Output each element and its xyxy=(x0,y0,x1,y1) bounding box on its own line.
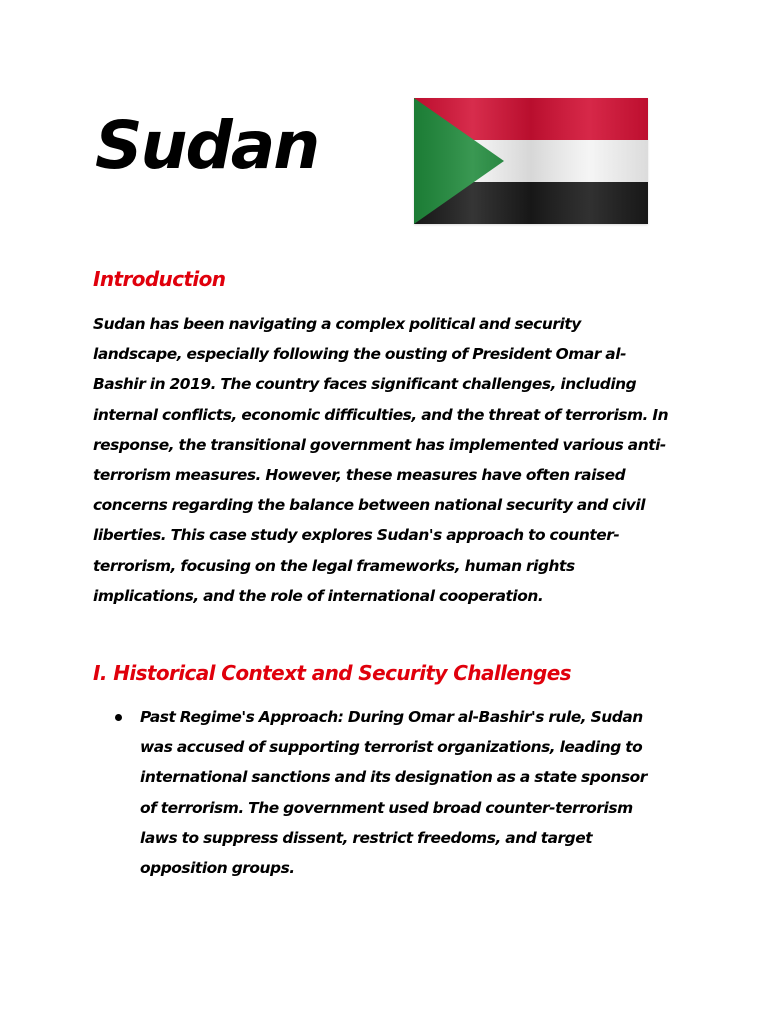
bullet-icon xyxy=(115,714,122,721)
bullet-body-text: During Omar al-Bashir's rule, Sudan was accused of supporting terrorist organizations, leading to international sanctions and its designation as a state sponsor of terrorism. The government used broad counter-terrorism laws to suppress dissent, restrict freedoms, and target opposition groups. xyxy=(140,708,647,878)
document-title: Sudan xyxy=(95,107,319,184)
historical-context-list xyxy=(115,702,660,883)
sudan-flag-image xyxy=(414,98,648,224)
list-item xyxy=(115,702,660,883)
section-heading-historical-context: I. Historical Context and Security Challenges xyxy=(93,661,571,685)
section-heading-introduction: Introduction xyxy=(93,267,226,291)
bullet-lead-text: Past Regime's Approach: xyxy=(140,708,344,726)
introduction-paragraph: Sudan has been navigating a complex political and security landscape, especially following the ousting of President Omar al-Bashir in 2019. The country faces significant challenges, including internal conflicts, economic difficulties, and the threat of terrorism. In response, the transitional government has implemented various anti-terrorism measures. However, these measures have often raised concerns regarding the balance between national security and civil liberties. This case study explores Sudan's approach to counter-terrorism, focusing on the legal frameworks, human rights implications, and the role of international cooperation. xyxy=(93,315,669,605)
